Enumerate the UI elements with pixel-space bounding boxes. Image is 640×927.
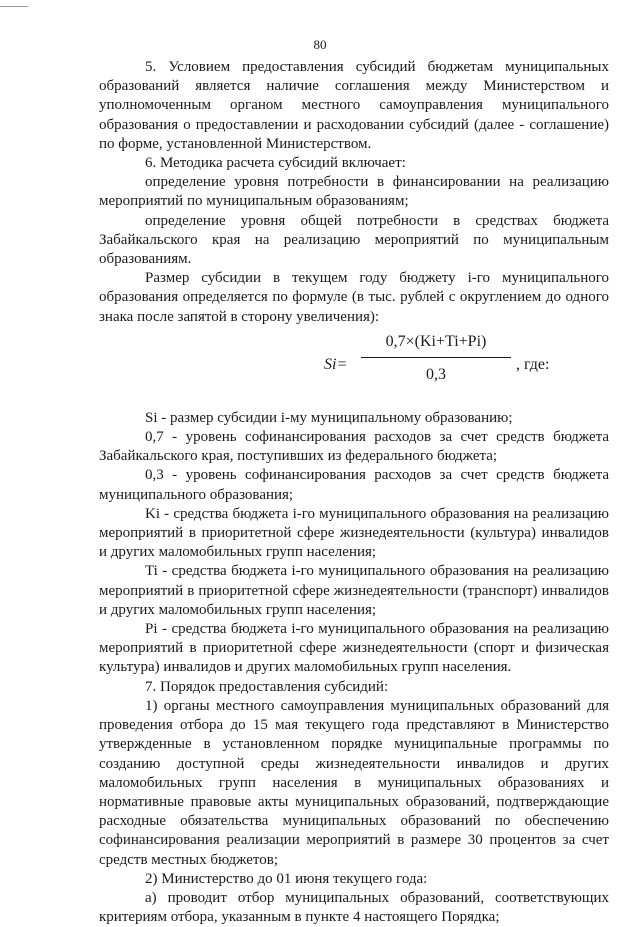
paragraph-def-ki: Ki - средства бюджета i-го муниципального образования на реализацию мероприятий в приоритетной сфере жизнедеятельности (культура) инвалидов и других маломобильных групп населения; — [99, 505, 609, 561]
page-number: 80 — [313, 37, 327, 52]
paragraph-subsidy-size: Размер субсидии в текущем году бюджету i-го муниципального образования определяется по формуле (в тыс. рублей с округлением до одного знака после запятой в сторону увеличения): — [99, 270, 609, 325]
formula-lhs: Si= — [324, 355, 348, 373]
subsidy-formula — [99, 327, 609, 409]
formula-denominator: 0,3 — [426, 365, 446, 383]
paragraph-def-03: 0,3 - уровень софинансирования расходов за счет средств бюджета муниципального образования; — [99, 467, 609, 503]
paragraph-item-7-2-a: а) проводит отбор муниципальных образований, соответствующих критериям отбора, указанным в пункте 4 настоящего Порядка; — [99, 889, 609, 926]
formula-numerator: 0,7×(Ki+Ti+Pi) — [385, 332, 487, 350]
paragraph-item-7: 7. Порядок предоставления субсидий: — [145, 678, 389, 695]
document-body — [99, 58, 609, 927]
paragraph-def-07: 0,7 - уровень софинансирования расходов за счет средств бюджета Забайкальского края, поступивших из федерального бюджета; — [99, 429, 609, 465]
scan-corner-mark — [0, 0, 28, 7]
paragraph-item-6: 6. Методика расчета субсидий включает: — [145, 155, 406, 172]
paragraph-total-need: определение уровня общей потребности в средствах бюджета Забайкальского края на реализацию мероприятий по муниципальным образованиям. — [99, 212, 609, 268]
formula-fraction-bar — [361, 357, 511, 358]
paragraph-def-si: Si - размер субсидии i-му муниципальному образованию; — [145, 409, 513, 426]
paragraph-need-level: определение уровня потребности в финансировании на реализацию мероприятий по муниципальным образованиям; — [99, 174, 609, 210]
paragraph-item-7-2: 2) Министерство до 01 июня текущего года: — [145, 870, 428, 887]
paragraph-item-5: 5. Условием предоставления субсидий бюджетам муниципальных образований является наличие соглашения между Министерством и уполномоченным органом местного самоуправления муниципального образования о предоставлении и расходовании субсидий (далее - соглашение) по форме, установленной Министерством. — [99, 59, 609, 152]
paragraph-def-pi: Pi - средства бюджета i-го муниципального образования на реализацию мероприятий в приоритетной сфере жизнедеятельности (спорт и физическая культура) инвалидов и других маломобильных групп населения. — [99, 621, 609, 676]
paragraph-def-ti: Ti - средства бюджета i-го муниципального образования на реализацию мероприятий в приоритетной сфере жизнедеятельности (транспорт) инвалидов и других маломобильных групп населения; — [99, 563, 609, 618]
paragraph-item-7-1: 1) органы местного самоуправления муниципальных образований для проведения отбора до 15 мая текущего года представляют в Министерство утвержденные в установленном порядке муниципальные программы по созданию доступной среды жизнедеятельности инвалидов и других маломобильных групп населения в муниципальных образованиях и нормативные правовые акты муниципальных образований, подтверждающие расходные обязательства муниципальных образований по обеспечению софинансирования реализации мероприятий в размере 30 процентов за счет средств местных бюджетов; — [99, 697, 609, 868]
formula-where: , где: — [516, 355, 550, 373]
